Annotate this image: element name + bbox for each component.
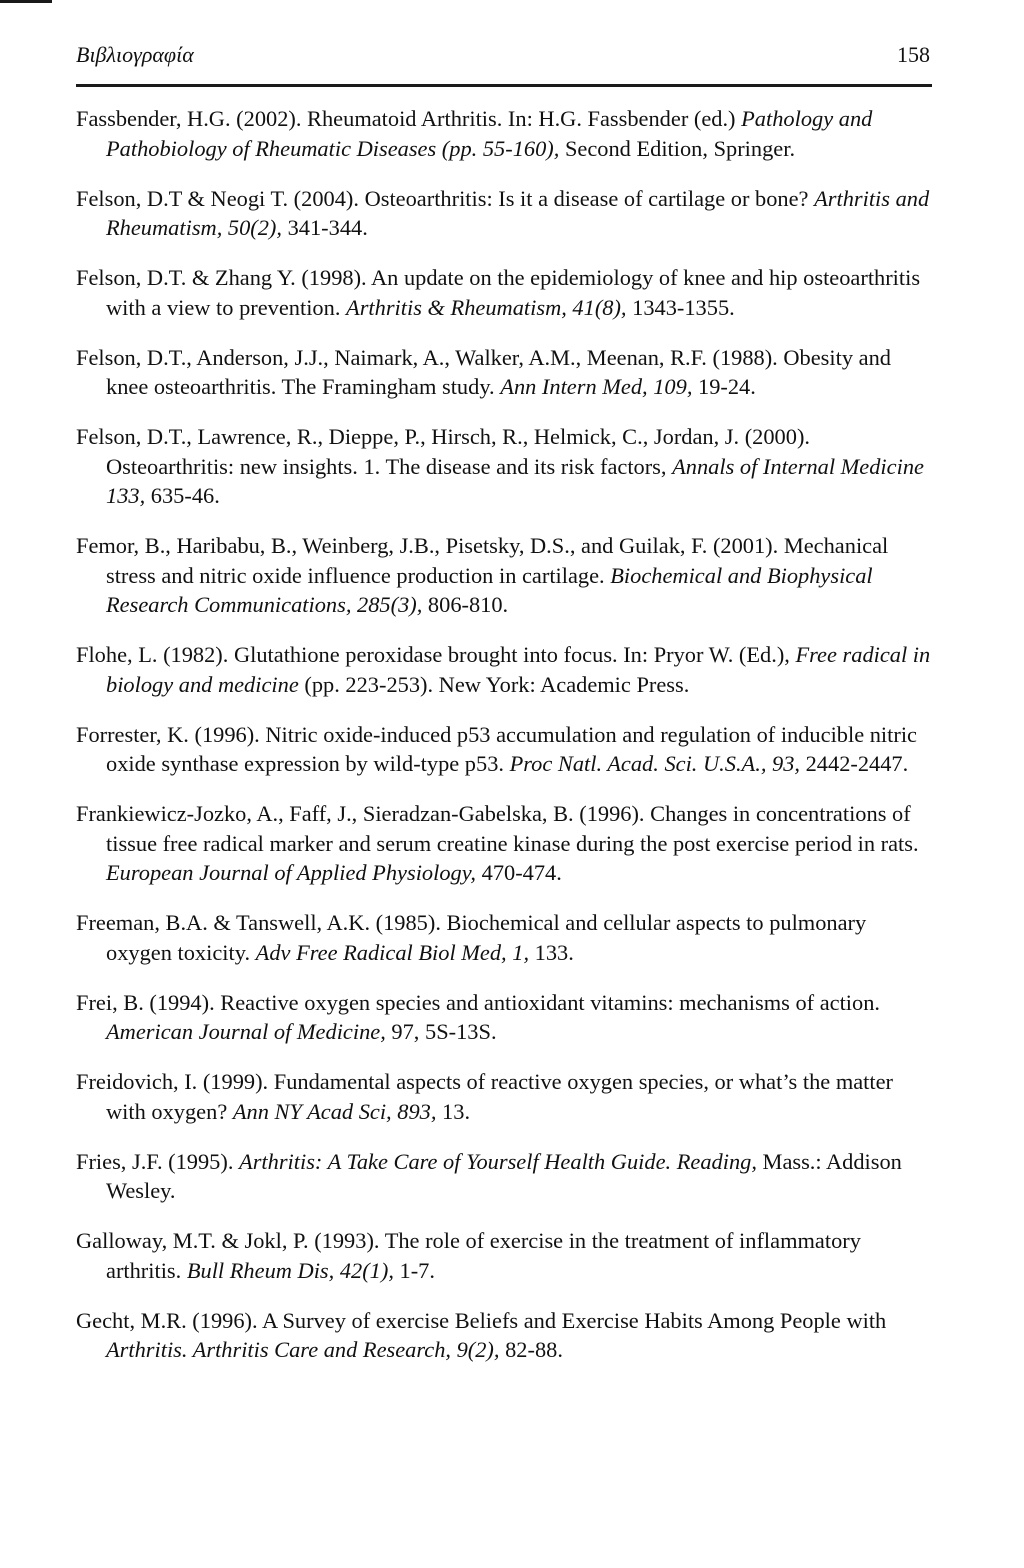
reference-text: Felson, D.T., Anderson, J.J., Naimark, A., Walker, A.M., Meenan, R.F. (1988). Obesity and knee osteoarthritis. The Framingham study.	[76, 344, 891, 399]
reference-text: Felson, D.T. & Zhang Y. (1998). An update on the epidemiology of knee and hip osteoarthritis with a view to prevention.	[76, 265, 921, 320]
reference-tail: 97, 5S-13S.	[385, 1019, 497, 1044]
reference-text: Galloway, M.T. & Jokl, P. (1993). The role of exercise in the treatment of inflammatory arthritis.	[76, 1228, 861, 1283]
reference-source: Biochemical and Biophysical Research Communications, 285(3),	[106, 562, 873, 617]
reference-text: Freeman, B.A. & Tanswell, A.K. (1985). Biochemical and cellular aspects to pulmonary oxygen toxicity.	[76, 910, 867, 965]
reference-tail: Second Edition, Springer.	[559, 135, 796, 161]
reference-entry	[76, 640, 932, 699]
reference-entry	[76, 263, 932, 322]
reference-tail: 82-88.	[499, 1337, 563, 1362]
reference-text: Flohe, L. (1982). Glutathione peroxidase brought into focus. In: Pryor W. (Ed.),	[76, 642, 796, 667]
reference-list	[76, 104, 932, 1385]
reference-tail: 19-24.	[692, 374, 756, 399]
reference-source: European Journal of Applied Physiology,	[106, 860, 477, 885]
reference-tail: 635-46.	[145, 483, 220, 508]
scan-edge-mark	[0, 0, 52, 3]
reference-text: Frankiewicz-Jozko, A., Faff, J., Sieradzan-Gabelska, B. (1996). Changes in concentrations of tissue free radical marker and serum creatine kinase during the post exercise period in rats.	[76, 801, 919, 856]
reference-entry	[76, 422, 932, 511]
reference-source: Ann Intern Med, 109,	[500, 374, 693, 399]
reference-entry	[76, 1226, 932, 1285]
reference-text: Frei, B. (1994). Reactive oxygen species and antioxidant vitamins: mechanisms of action.	[76, 989, 881, 1015]
reference-source: Annals of Internal Medicine 133,	[106, 453, 924, 508]
reference-source: Proc Natl. Acad. Sci. U.S.A., 93,	[509, 751, 801, 776]
reference-source: Arthritis. Arthritis Care and Research, 9(2),	[106, 1337, 500, 1362]
reference-entry	[76, 1147, 932, 1206]
reference-source: Arthritis and Rheumatism, 50(2),	[106, 185, 930, 240]
reference-text: Fassbender, H.G. (2002). Rheumatoid Arthritis. In: H.G. Fassbender (ed.)	[76, 106, 742, 131]
reference-entry	[76, 104, 932, 163]
reference-source: Bull Rheum Dis, 42(1),	[186, 1257, 394, 1283]
reference-text: Gecht, M.R. (1996). A Survey of exercise Beliefs and Exercise Habits Among People with	[76, 1307, 887, 1333]
reference-entry	[76, 343, 932, 402]
reference-entry	[76, 799, 932, 888]
reference-entry	[76, 531, 932, 620]
reference-tail: 341-344.	[282, 215, 368, 240]
reference-source: Arthritis & Rheumatism, 41(8),	[346, 294, 627, 320]
reference-source: Free radical in biology and medicine	[106, 642, 931, 697]
page-number: 158	[897, 42, 930, 67]
running-title: Βιβλιογραφία	[76, 42, 194, 67]
reference-tail: 806-810.	[422, 592, 509, 617]
reference-tail: 1-7.	[393, 1257, 435, 1283]
reference-entry	[76, 908, 932, 967]
reference-tail: 470-474.	[476, 860, 562, 885]
reference-tail: 1343-1355.	[626, 294, 735, 320]
reference-source: Pathology and Pathobiology of Rheumatic Diseases (pp. 55-160),	[106, 106, 873, 161]
reference-tail: Mass.: Addison Wesley.	[106, 1148, 902, 1203]
reference-text: Forrester, K. (1996). Nitric oxide-induced p53 accumulation and regulation of inducible nitric oxide synthase expression by wild-type p53.	[76, 721, 917, 776]
reference-text: Felson, D.T & Neogi T. (2004). Osteoarthritis: Is it a disease of cartilage or bone?	[76, 185, 815, 211]
reference-text: Felson, D.T., Lawrence, R., Dieppe, P., Hirsch, R., Helmick, C., Jordan, J. (2000). Osteoarthritis: new insights. 1. The disease and its risk factors,	[76, 424, 811, 479]
page-header	[76, 36, 932, 87]
reference-tail: 2442-2447.	[800, 751, 909, 776]
reference-text: Femor, B., Haribabu, B., Weinberg, J.B., Pisetsky, D.S., and Guilak, F. (2001). Mechanical stress and nitric oxide influence production in cartilage.	[76, 533, 889, 588]
reference-entry	[76, 1067, 932, 1126]
reference-tail: 133.	[529, 939, 574, 965]
reference-entry	[76, 988, 932, 1047]
reference-tail: 13.	[436, 1098, 471, 1124]
reference-entry	[76, 720, 932, 779]
reference-tail: (pp. 223-253). New York: Academic Press.	[298, 671, 690, 697]
reference-entry	[76, 184, 932, 243]
reference-text: Freidovich, I. (1999). Fundamental aspects of reactive oxygen species, or what’s the matter with oxygen?	[76, 1069, 894, 1124]
reference-source: Arthritis: A Take Care of Yourself Health Guide. Reading,	[239, 1148, 757, 1174]
reference-entry	[76, 1306, 932, 1365]
reference-text: Fries, J.F. (1995).	[76, 1148, 240, 1174]
reference-source: Ann NY Acad Sci, 893,	[232, 1098, 437, 1124]
reference-source: American Journal of Medicine,	[106, 1019, 386, 1044]
reference-source: Adv Free Radical Biol Med, 1,	[255, 939, 530, 965]
